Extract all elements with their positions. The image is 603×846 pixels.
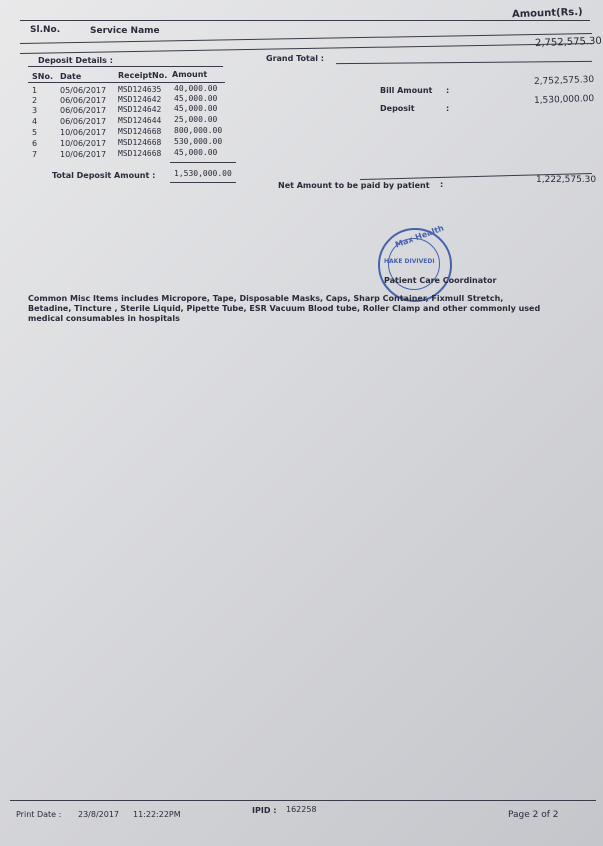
col-sno: SNo. bbox=[32, 72, 53, 81]
row-sno: 4 bbox=[32, 117, 38, 126]
net-amount-value: 1,222,575.30 bbox=[536, 175, 597, 185]
row-sno: 5 bbox=[32, 128, 38, 137]
top-rule bbox=[20, 20, 590, 21]
col-date: Date bbox=[60, 72, 82, 81]
row-date: 06/06/2017 bbox=[60, 96, 107, 105]
row-date: 06/06/2017 bbox=[60, 106, 107, 115]
row-amount: 45,000.00 bbox=[174, 104, 218, 113]
row-sno: 6 bbox=[32, 139, 38, 148]
print-time-value: 11:22:22PM bbox=[133, 810, 181, 819]
row-amount: 45,000.00 bbox=[174, 148, 218, 157]
row-date: 10/06/2017 bbox=[60, 150, 107, 159]
net-amount-label: Net Amount to be paid by patient bbox=[278, 181, 430, 190]
page-number: Page 2 of 2 bbox=[508, 810, 559, 820]
row-receipt: MSD124668 bbox=[118, 127, 162, 136]
deposit-label: Deposit bbox=[380, 104, 415, 113]
row-amount: 45,000.00 bbox=[174, 94, 218, 103]
row-amount: 800,000.00 bbox=[174, 126, 223, 135]
footer-rule bbox=[10, 800, 596, 801]
amount-header: Amount(Rs.) bbox=[511, 6, 583, 21]
col-receipt: ReceiptNo. bbox=[118, 71, 168, 80]
sl-no-header: Sl.No. bbox=[30, 25, 61, 35]
row-receipt: MSD124644 bbox=[118, 116, 162, 125]
deposit-value: 1,530,000.00 bbox=[533, 93, 595, 107]
row-amount: 530,000.00 bbox=[174, 137, 223, 146]
row-receipt: MSD124668 bbox=[118, 138, 162, 147]
row-date: 06/06/2017 bbox=[60, 117, 107, 126]
top-amount: 2,752,575.30 bbox=[534, 35, 602, 50]
service-name-header: Service Name bbox=[90, 26, 160, 36]
ipid-label: IPID : bbox=[252, 806, 277, 815]
print-date-label: Print Date : bbox=[16, 810, 62, 819]
row-sno: 2 bbox=[32, 96, 38, 105]
row-date: 05/06/2017 bbox=[60, 86, 107, 95]
misc-items-note-line3: medical consumables in hospitals bbox=[28, 314, 180, 323]
deposit-title-rule bbox=[28, 66, 223, 67]
row-sno: 1 bbox=[32, 86, 38, 95]
bill-amount-label: Bill Amount bbox=[380, 86, 433, 95]
row-receipt: MSD124642 bbox=[118, 105, 162, 114]
hospital-stamp bbox=[378, 223, 452, 302]
bill-amount-colon: : bbox=[446, 86, 450, 95]
deposit-total-rule-top bbox=[170, 162, 236, 163]
bill-amount-value: 2,752,575.30 bbox=[533, 74, 595, 88]
ipid-value: 162258 bbox=[286, 805, 317, 814]
print-date-value: 23/8/2017 bbox=[78, 810, 120, 819]
row-amount: 40,000.00 bbox=[174, 84, 218, 93]
header-rule-2 bbox=[20, 43, 592, 54]
deposit-total-rule-bottom bbox=[170, 182, 236, 183]
deposit-header-rule bbox=[28, 82, 225, 83]
misc-items-note-line2: Betadine, Tincture , Sterile Liquid, Pipette Tube, ESR Vacuum Blood tube, Roller Clamp and other commonly used bbox=[28, 304, 541, 313]
signatory-role: Patient Care Coordinator bbox=[384, 276, 497, 285]
grand-total-rule bbox=[336, 61, 592, 64]
row-receipt: MSD124668 bbox=[118, 149, 162, 158]
row-sno: 7 bbox=[32, 150, 38, 159]
row-amount: 25,000.00 bbox=[174, 115, 218, 124]
net-amount-colon: : bbox=[440, 180, 444, 189]
row-date: 10/06/2017 bbox=[60, 128, 107, 137]
col-amount: Amount bbox=[172, 70, 208, 79]
total-deposit-value: 1,530,000.00 bbox=[174, 169, 232, 178]
misc-items-note-line1: Common Misc Items includes Micropore, Tape, Disposable Masks, Caps, Sharp Container, Fixmull Stretch, bbox=[28, 294, 504, 303]
stamp-name: HAKE DIVIVEDI bbox=[384, 258, 435, 265]
total-deposit-label: Total Deposit Amount : bbox=[52, 171, 156, 180]
stamp-org: Max Health bbox=[394, 223, 446, 250]
row-sno: 3 bbox=[32, 106, 38, 115]
deposit-colon: : bbox=[446, 104, 450, 113]
row-receipt: MSD124635 bbox=[118, 85, 162, 94]
row-receipt: MSD124642 bbox=[118, 95, 162, 104]
deposit-details-title: Deposit Details : bbox=[38, 56, 113, 65]
grand-total-label: Grand Total : bbox=[266, 54, 324, 63]
row-date: 10/06/2017 bbox=[60, 139, 107, 148]
